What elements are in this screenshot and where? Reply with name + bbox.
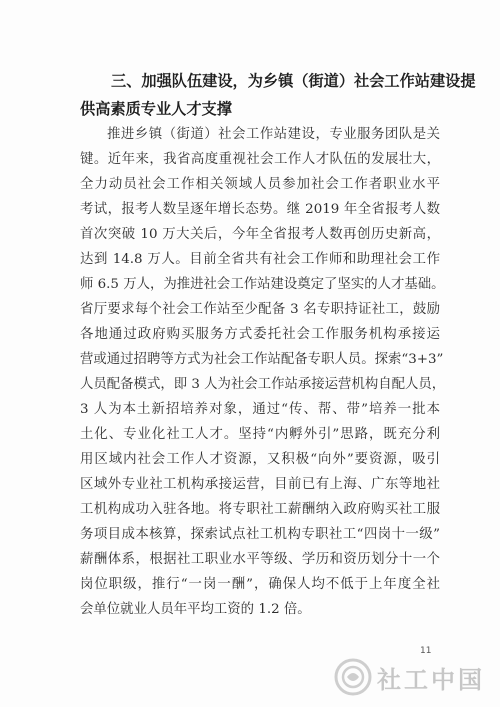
body-paragraph bbox=[80, 122, 446, 622]
paragraph-line: 考试，报考人数呈逐年增长态势。继 2019 年全省报考人数 bbox=[80, 202, 440, 217]
paragraph-line: 3 人为本土新招培养对象，通过“传、帮、带”培养一批本 bbox=[80, 402, 440, 417]
paragraph-line: 岗位职级，推行“一岗一酬”，确保人均不低于上年度全社 bbox=[80, 577, 440, 592]
paragraph-line: 推进乡镇（街道）社会工作站建设，专业服务团队是关 bbox=[107, 127, 440, 142]
social-work-china-logo-icon bbox=[333, 657, 373, 697]
heading-line: 供高素质专业人才支撑 bbox=[80, 100, 232, 118]
paragraph-line: 薪酬体系，根据社工职业水平等级、学历和资历划分十一个 bbox=[80, 552, 440, 567]
paragraph-line: 区域外专业社工机构承接运营，目前已有上海、广东等地社 bbox=[80, 477, 440, 492]
section-heading bbox=[80, 67, 476, 123]
paragraph-line: 各地通过政府购买服务方式委托社会工作服务机构承接运 bbox=[80, 327, 440, 342]
paragraph-line: 达到 14.8 万人。目前全省共有社会工作师和助理社会工作 bbox=[80, 252, 440, 267]
paragraph-line: 工机构成功入驻各地。将专职社工薪酬纳入政府购买社工服 bbox=[80, 502, 440, 517]
heading-line: 三、加强队伍建设，为乡镇（街道）社会工作站建设提 bbox=[111, 72, 476, 90]
paragraph-line: 土化、专业化社工人才。坚持“内孵外引”思路，既充分利 bbox=[80, 427, 440, 442]
paragraph-line: 务项目成本核算，探索试点社工机构专职社工“四岗十一级” bbox=[80, 527, 440, 542]
page-number: 11 bbox=[420, 646, 432, 656]
paragraph-line: 首次突破 10 万大关后，今年全省报考人数再创历史新高， bbox=[80, 227, 440, 242]
paragraph-line: 会单位就业人员年平均工资的 1.2 倍。 bbox=[80, 602, 311, 617]
paragraph-line: 省厅要求每个社会工作站至少配备 3 名专职持证社工，鼓励 bbox=[80, 302, 440, 317]
watermark-text: 社工中国 bbox=[377, 665, 485, 694]
paragraph-line: 全力动员社会工作相关领域人员参加社会工作者职业水平 bbox=[80, 177, 440, 192]
paragraph-line: 营或通过招聘等方式为社会工作站配备专职人员。探索“3+3” bbox=[80, 352, 444, 367]
paragraph-line: 用区域内社会工作人才资源，又积极“向外”要资源，吸引 bbox=[80, 452, 440, 467]
paragraph-line: 键。近年来，我省高度重视社会工作人才队伍的发展壮大， bbox=[80, 152, 440, 167]
watermark bbox=[333, 655, 493, 699]
paragraph-line: 师 6.5 万人，为推进社会工作站建设奠定了坚实的人才基础。 bbox=[80, 277, 445, 292]
paragraph-line: 人员配备模式，即 3 人为社会工作站承接运营机构自配人员， bbox=[80, 377, 446, 392]
